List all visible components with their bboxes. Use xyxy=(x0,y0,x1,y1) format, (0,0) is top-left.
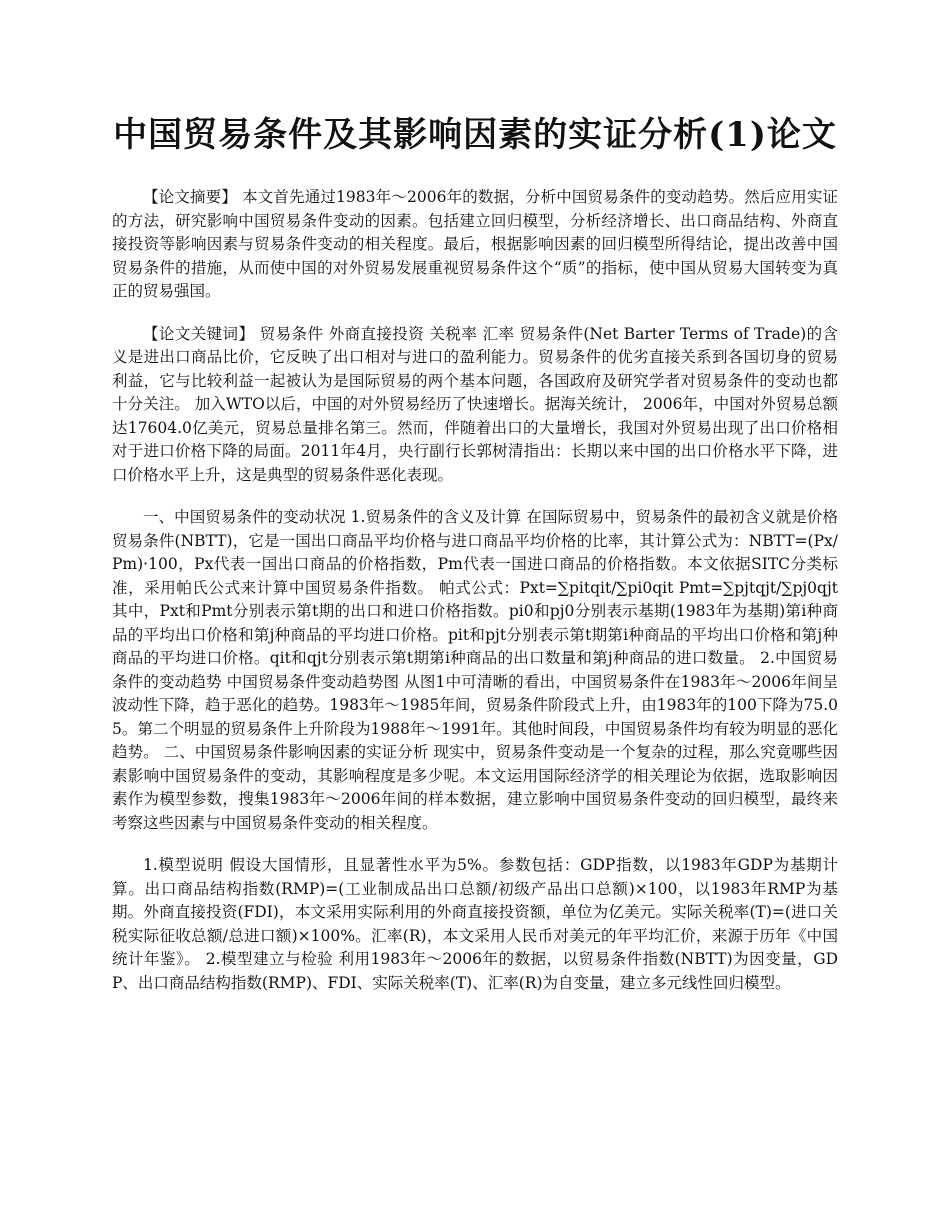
abstract-paragraph: 【论文摘要】 本文首先通过1983年～2006年的数据，分析中国贸易条件的变动趋势。然后应用实证的方法，研究影响中国贸易条件变动的因素。包括建立回归模型，分析经济增长、出口商品结构、外商直接投资等影响因素与贸易条件变动的相关程度。最后，根据影响因素的回归模型所得结论，提出改善中国贸易条件的措施，从而使中国的对外贸易发展重视贸易条件这个“质”的指标，使中国从贸易大国转变为真正的贸易强国。 xyxy=(112,188,838,300)
keywords-paragraph: 【论文关键词】 贸易条件 外商直接投资 关税率 汇率 贸易条件(Net Barter Terms of Trade)的含义是进出口商品比价，它反映了出口相对与进口的盈利能力。贸易条件的优劣直接关系到各国切身的贸易利益，它与比较利益一起被认为是国际贸易的两个基本问题，各国政府及研究学者对贸易条件的变动也都十分关注。 加入WTO以后，中国的对外贸易经历了快速增长。据海关统计， 2006年，中国对外贸易总额达17604.0亿美元，贸易总量排名第三。然而，伴随着出口的大量增长，我国对外贸易出现了出口价格相对于进口价格下降的局面。2011年4月，央行副行长郭树清指出：长期以来中国的出口价格水平下降，进口价格水平上升，这是典型的贸易条件恶化表现。 xyxy=(112,324,838,484)
model-paragraph: 1.模型说明 假设大国情形，且显著性水平为5%。参数包括：GDP指数，以1983年GDP为基期计算。出口商品结构指数(RMP)=(工业制成品出口总额/初级产品出口总额)×100，以1983年RMP为基期。外商直接投资(FDI)，本文采用实际利用的外商直接投资额，单位为亿美元。实际关税率(T)=(进口关税实际征收总额/总进口额)×100%。汇率(R)，本文采用人民币对美元的年平均汇价，来源于历年《中国统计年鉴》。 2.模型建立与检验 利用1983年～2006年的数据，以贸易条件指数(NBTT)为因变量，GDP、出口商品结构指数(RMP)、FDI、实际关税率(T)、汇率(R)为自变量，建立多元线性回归模型。 xyxy=(112,856,838,992)
document-title: 中国贸易条件及其影响因素的实证分析(1)论文 xyxy=(113,115,837,155)
section-one-paragraph: 一、中国贸易条件的变动状况 1.贸易条件的含义及计算 在国际贸易中，贸易条件的最初含义就是价格贸易条件(NBTT)，它是一国出口商品平均价格与进口商品平均价格的比率，其计算公式为：NBTT=(Px/Pm)·100，Px代表一国出口商品的价格指数，Pm代表一国进口商品的价格指数。本文依据SITC分类标准，采用帕氏公式来计算中国贸易条件指数。 帕式公式：Pxt=∑pitqit/∑pi0qit Pmt=∑pjtqjt/∑pj0qjt 其中，Pxt和Pmt分别表示第t期的出口和进口价格指数。pi0和pj0分别表示基期(1983年为基期)第i种商品的平均出口价格和第j种商品的平均进口价格。pit和pjt分别表示第t期第i种商品的平均出口价格和第j种商品的平均进口价格。qit和qjt分别表示第t期第i种商品的出口数量和第j种商品的进口数量。 2.中国贸易条件的变动趋势 中国贸易条件变动趋势图 从图1中可清晰的看出，中国贸易条件在1983年～2006年间呈波动性下降，趋于恶化的趋势。1983年～1985年间，贸易条件阶段式上升，由1983年的100下降为75.05。第二个明显的贸易条件上升阶段为1988年～1991年。其他时间段，中国贸易条件均有较为明显的恶化趋势。 二、中国贸易条件影响因素的实证分析 现实中，贸易条件变动是一个复杂的过程，那么究竟哪些因素影响中国贸易条件的变动，其影响程度是多少呢。本文运用国际经济学的相关理论为依据，选取影响因素作为模型参数，搜集1983年～2006年间的样本数据，建立影响中国贸易条件变动的回归模型，最终来考察这些因素与中国贸易条件变动的相关程度。 xyxy=(112,508,838,832)
